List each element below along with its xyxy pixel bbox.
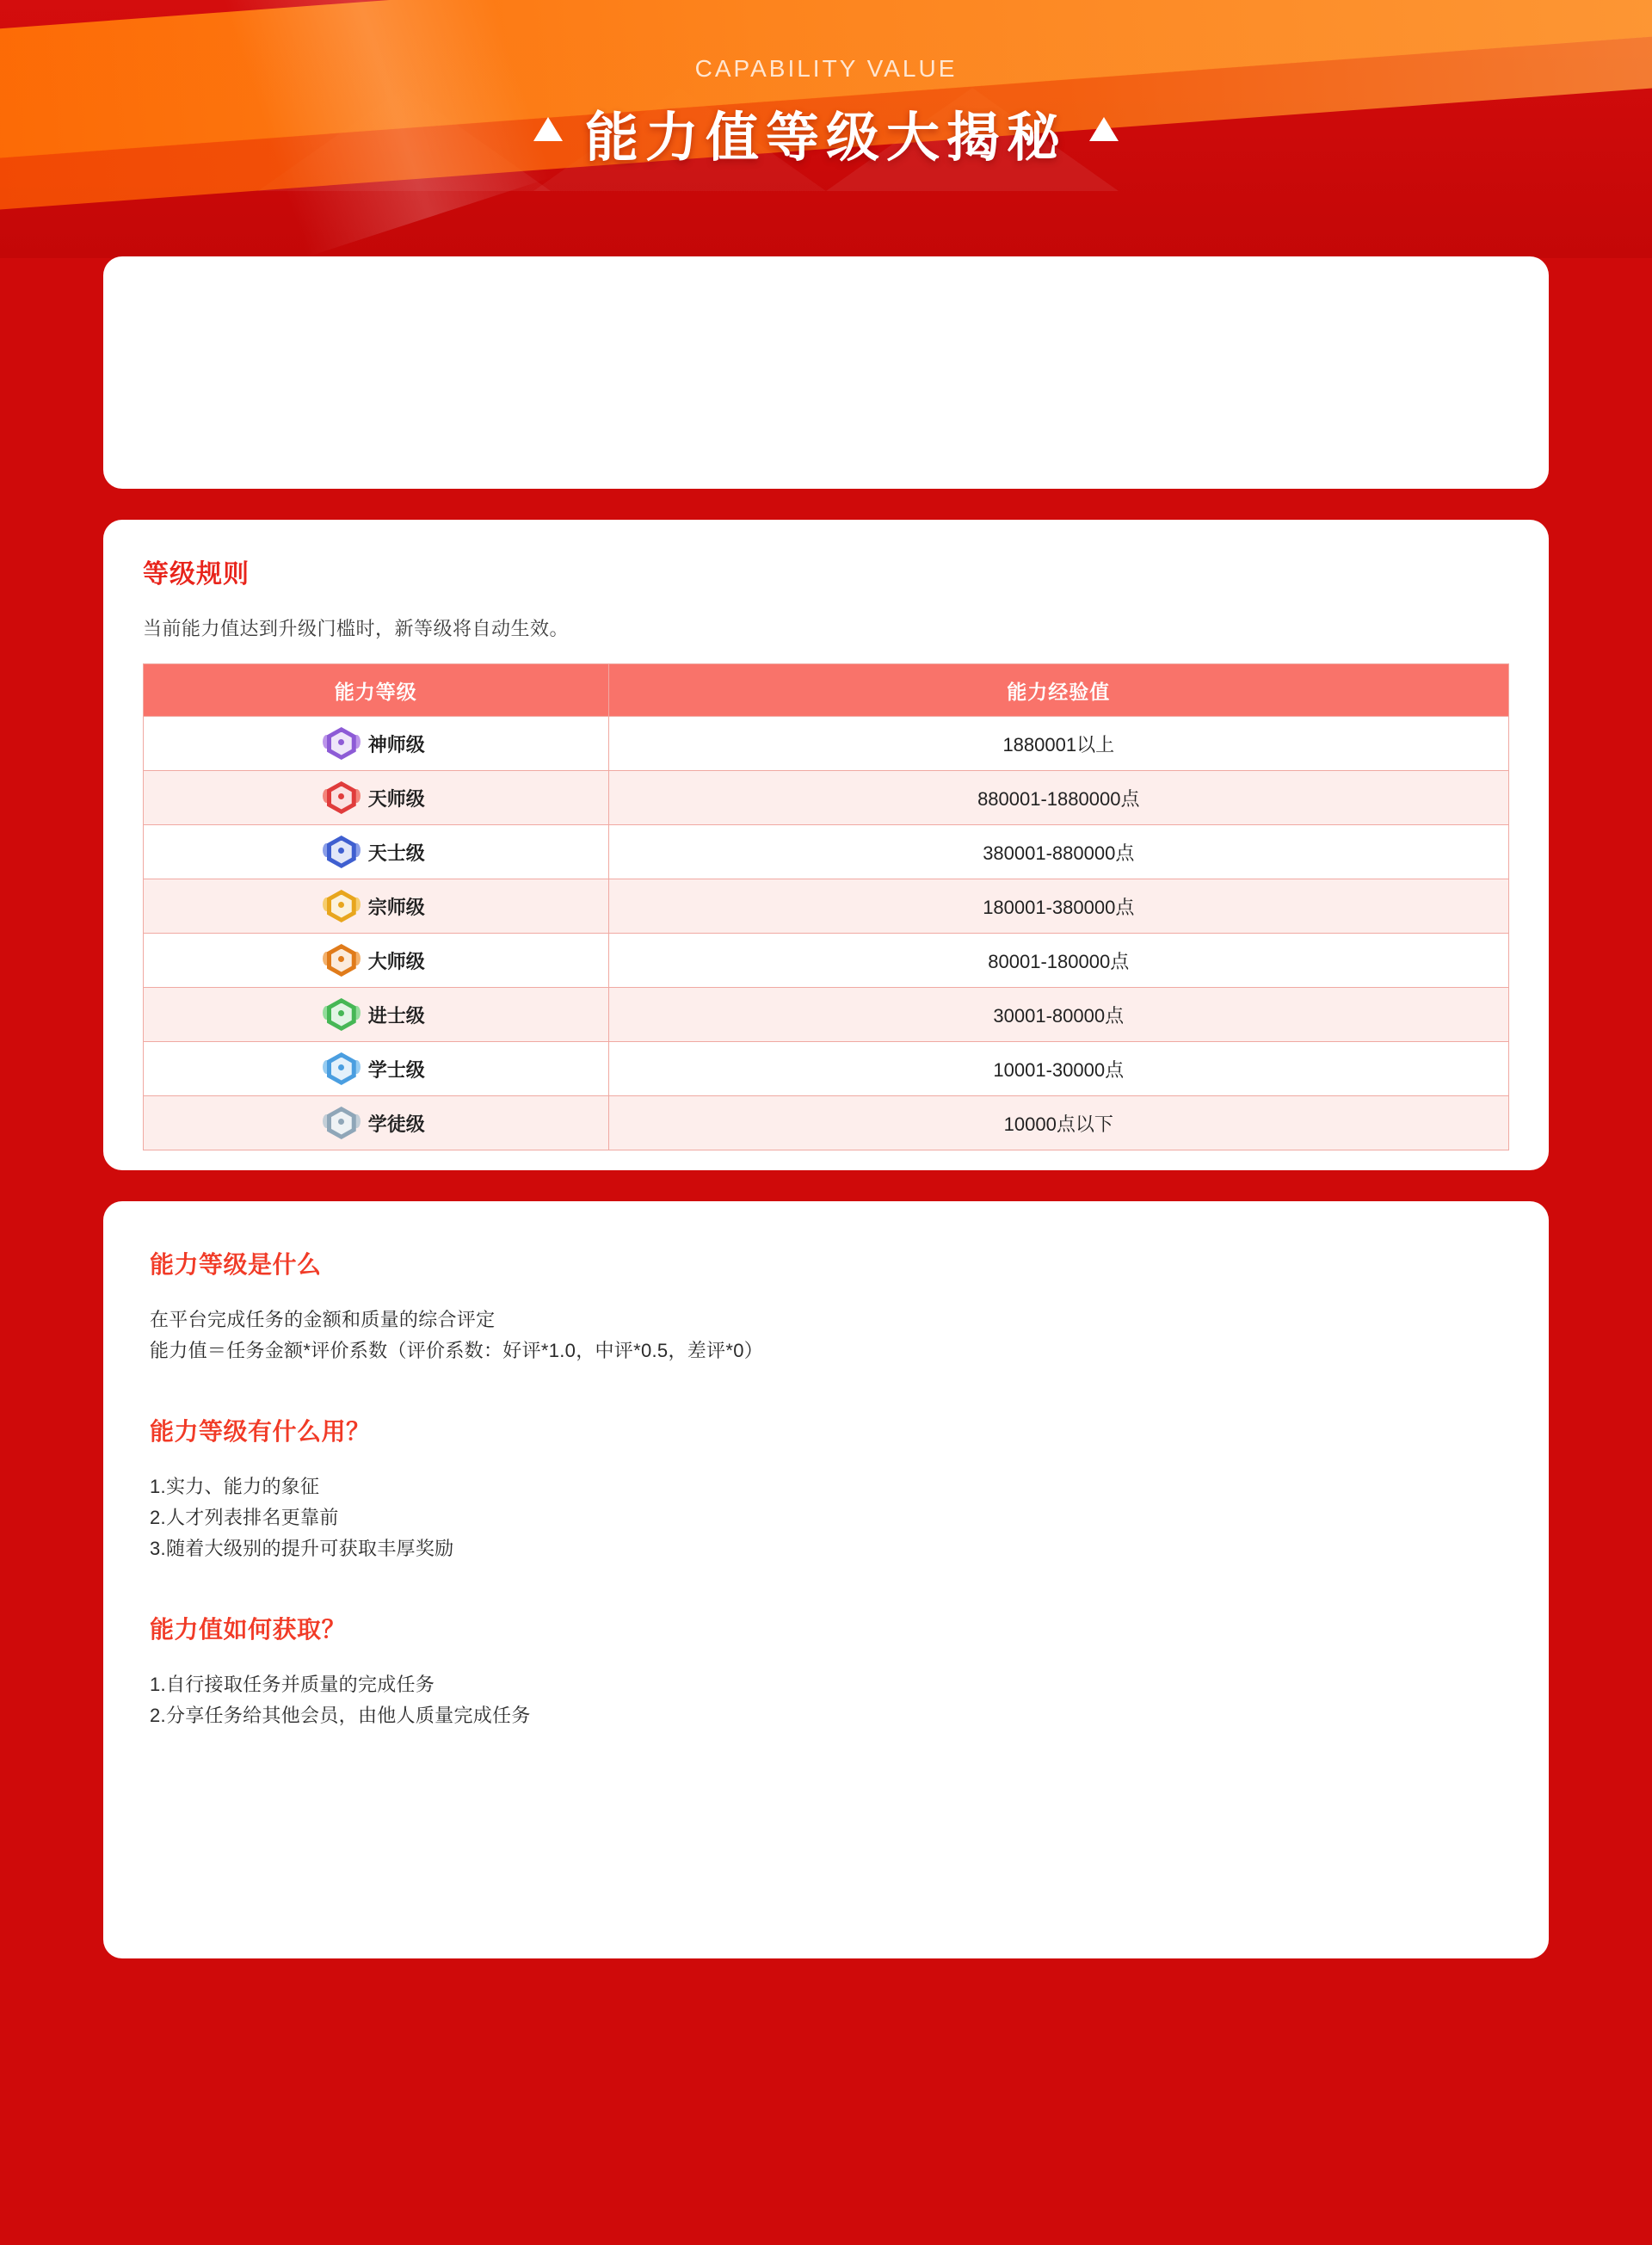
table-header-level: 能力等级 bbox=[144, 664, 609, 717]
rank-badge-icon bbox=[327, 1052, 356, 1085]
faq-question: 能力等级有什么用？ bbox=[150, 1418, 371, 1445]
header-title-row bbox=[0, 95, 1652, 171]
table-row bbox=[144, 825, 1509, 879]
table-cell-level bbox=[144, 1042, 609, 1096]
page-header bbox=[0, 0, 1652, 258]
table-cell-exp: 80001-180000点 bbox=[608, 934, 1508, 988]
rank-badge-icon bbox=[327, 890, 356, 922]
faq-question: 能力等级是什么 bbox=[150, 1251, 322, 1278]
table-row bbox=[144, 771, 1509, 825]
faq-answer-line: 1.自行接取任务并质量的完成任务 bbox=[150, 1674, 435, 1695]
table-row bbox=[144, 1042, 1509, 1096]
table-cell-level bbox=[144, 717, 609, 771]
level-name: 天士级 bbox=[367, 842, 425, 864]
page-title: 能力值等级大揭秘 bbox=[584, 108, 1067, 168]
rank-badge-icon bbox=[327, 944, 356, 977]
table-row bbox=[144, 1096, 1509, 1150]
triangle-up-icon bbox=[1089, 117, 1119, 141]
level-name: 学士级 bbox=[367, 1058, 425, 1081]
table-row bbox=[144, 717, 1509, 771]
table-cell-level bbox=[144, 771, 609, 825]
table-cell-level bbox=[144, 1096, 609, 1150]
table-cell-exp: 180001-380000点 bbox=[608, 879, 1508, 934]
level-name: 学徒级 bbox=[367, 1113, 425, 1135]
table-cell-level bbox=[144, 825, 609, 879]
rank-badge-icon bbox=[327, 1107, 356, 1139]
level-table bbox=[143, 663, 1509, 1150]
rules-subtitle: 当前能力值达到升级门槛时，新等级将自动生效。 bbox=[143, 618, 570, 639]
table-row bbox=[144, 934, 1509, 988]
table-cell-exp: 380001-880000点 bbox=[608, 825, 1508, 879]
faq-block bbox=[150, 1246, 1502, 1366]
table-cell-exp: 880001-1880000点 bbox=[608, 771, 1508, 825]
faq-answer-line: 1.实力、能力的象征 bbox=[150, 1476, 320, 1497]
faq-block bbox=[150, 1611, 1502, 1731]
rank-badge-icon bbox=[327, 781, 356, 814]
table-cell-exp: 30001-80000点 bbox=[608, 988, 1508, 1042]
rules-card bbox=[103, 520, 1549, 1170]
table-header-row bbox=[144, 664, 1509, 717]
level-name: 天师级 bbox=[367, 787, 425, 810]
rank-badge-icon bbox=[327, 836, 356, 868]
header-english-title: CAPABILITY VALUE bbox=[694, 55, 958, 82]
table-cell-exp: 10001-30000点 bbox=[608, 1042, 1508, 1096]
faq-answer-line: 在平台完成任务的金额和质量的综合评定 bbox=[150, 1309, 496, 1330]
rank-badge-icon bbox=[327, 727, 356, 760]
table-cell-exp: 1880001以上 bbox=[608, 717, 1508, 771]
table-cell-level bbox=[144, 988, 609, 1042]
rank-badge-icon bbox=[327, 998, 356, 1031]
table-header-exp: 能力经验值 bbox=[608, 664, 1508, 717]
rules-section-title: 等级规则 bbox=[143, 560, 250, 589]
table-row bbox=[144, 879, 1509, 934]
faq-answer-line: 2.人才列表排名更靠前 bbox=[150, 1507, 339, 1528]
page-bottom-background bbox=[0, 1958, 1652, 2245]
level-name: 宗师级 bbox=[367, 896, 425, 918]
table-row bbox=[144, 988, 1509, 1042]
faq-block bbox=[150, 1413, 1502, 1564]
faq-answer-line: 2.分享任务给其他会员，由他人质量完成任务 bbox=[150, 1705, 531, 1726]
faq-card bbox=[103, 1201, 1549, 1958]
level-name: 神师级 bbox=[367, 733, 425, 756]
triangle-up-icon bbox=[533, 117, 563, 141]
faq-answer-line: 能力值＝任务金额*评价系数（评价系数：好评*1.0，中评*0.5，差评*0） bbox=[150, 1340, 764, 1361]
level-name: 大师级 bbox=[367, 950, 425, 972]
banner-card bbox=[103, 256, 1549, 489]
level-name: 进士级 bbox=[367, 1004, 425, 1027]
faq-answer-line: 3.随着大级别的提升可获取丰厚奖励 bbox=[150, 1538, 454, 1559]
faq-question: 能力值如何获取？ bbox=[150, 1616, 347, 1643]
table-cell-exp: 10000点以下 bbox=[608, 1096, 1508, 1150]
table-cell-level bbox=[144, 934, 609, 988]
table-cell-level bbox=[144, 879, 609, 934]
